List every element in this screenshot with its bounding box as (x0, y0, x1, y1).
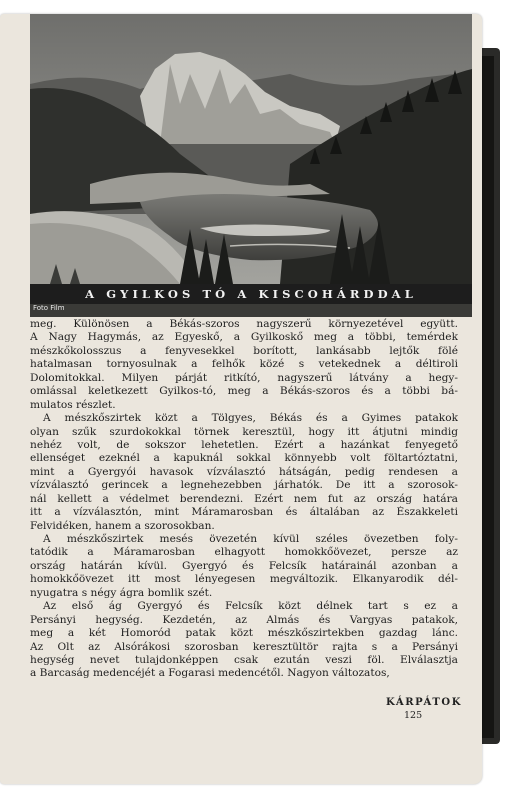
text-line: itt a vízválasztón, mint Máramarosban és általában az Északkeleti (30, 506, 458, 519)
text-line: nehéz volt, de sokszor lehetetlen. Ezért a hazánkat fenyegető (30, 438, 458, 451)
lake-photo (30, 14, 472, 317)
text-line: Persányi hegység. Kezdetén, az Almás és Vargyas patakok, (30, 613, 458, 626)
text-line: hatalmasan tornyosulnak a felhők közé s vetekednek a déltiroli (30, 358, 458, 371)
text-line: ellenséget ezeknél a kapuknál sokkal könnyebb volt föltartóztatni, (30, 452, 458, 465)
lake-photo-illustration (30, 14, 472, 317)
text-line: Az első ág Gyergyó és Felcsík közt délnek tart s ez a (43, 600, 458, 613)
text-line: meg. Különösen a Békás-szoros nagyszerű környezetével együtt. (30, 318, 458, 330)
text-line: Felvidéken, hanem a szorosokban. (30, 519, 215, 532)
text-line: homokkőövezet itt most lényegesen megváltozik. Elkanyarodik dél- (30, 573, 458, 586)
text-line: A mészkőszirtek közt a Tölgyes, Békás és a Gyimes patakok (43, 412, 458, 425)
photo-credit: Foto Film (33, 304, 65, 312)
text-line: meg a két Homoród patak közt mészkőszirtekben gazdag lánc. (30, 627, 458, 640)
text-line: tatódik a Máramarosban elhagyott homokkőövezet, persze az (30, 546, 458, 559)
text-line: mint a Gyergyói havasok vízválasztó hátságán, pedig rendesen a (30, 465, 458, 478)
text-line: omlással keletkezett Gyilkos-tó, meg a Békás-szoros és a többi bá- (30, 385, 458, 398)
text-line: ország határán kívül. Gyergyó és Felcsík határainál azonban a (30, 559, 458, 572)
text-line: mészkőkolosszus a fenyvesekkel borított, lankásabb lejtők fölé (30, 344, 458, 357)
running-title: KÁRPÁTOK (386, 697, 463, 708)
text-line: nál kellett a védelmet berendezni. Ezért nem fut az ország határa (30, 492, 458, 505)
photo-caption: A GYILKOS TÓ A KISCOHÁRDDAL (85, 287, 417, 301)
text-line: vízválasztó gerincek a legnehezebben járhatók. De itt a szorosok- (30, 479, 458, 492)
text-line: Dolomitokkal. Milyen párját ritkító, nagyszerű látvány a hegy- (30, 371, 458, 384)
body-text (30, 318, 458, 681)
text-line: nyugatra s négy ágra bomlik szét. (30, 586, 213, 599)
page-number: 125 (404, 710, 423, 721)
text-line: mulatos részlet. (30, 398, 116, 411)
text-line: a Barcaság medencéjét a Fogarasi medencétől. Nagyon változatos, (30, 667, 390, 680)
text-line: Az Olt az Alsórákosi szorosban keresztültör rajta s a Persányi (30, 640, 458, 653)
text-line: hegység nevet tulajdonképpen csak ezután veszi föl. Elválasztja (30, 653, 458, 666)
book-spine-edge (480, 56, 494, 738)
text-line: A Nagy Hagymás, az Egyeskő, a Gyilkoskő meg a többi, temérdek (30, 331, 458, 344)
text-line: A mészkőszirtek mesés övezetén kívül széles övezetben foly- (43, 533, 458, 545)
text-line: olyan szűk szurdokokkal törnek keresztül, hogy itt átjutni mindig (30, 425, 458, 438)
